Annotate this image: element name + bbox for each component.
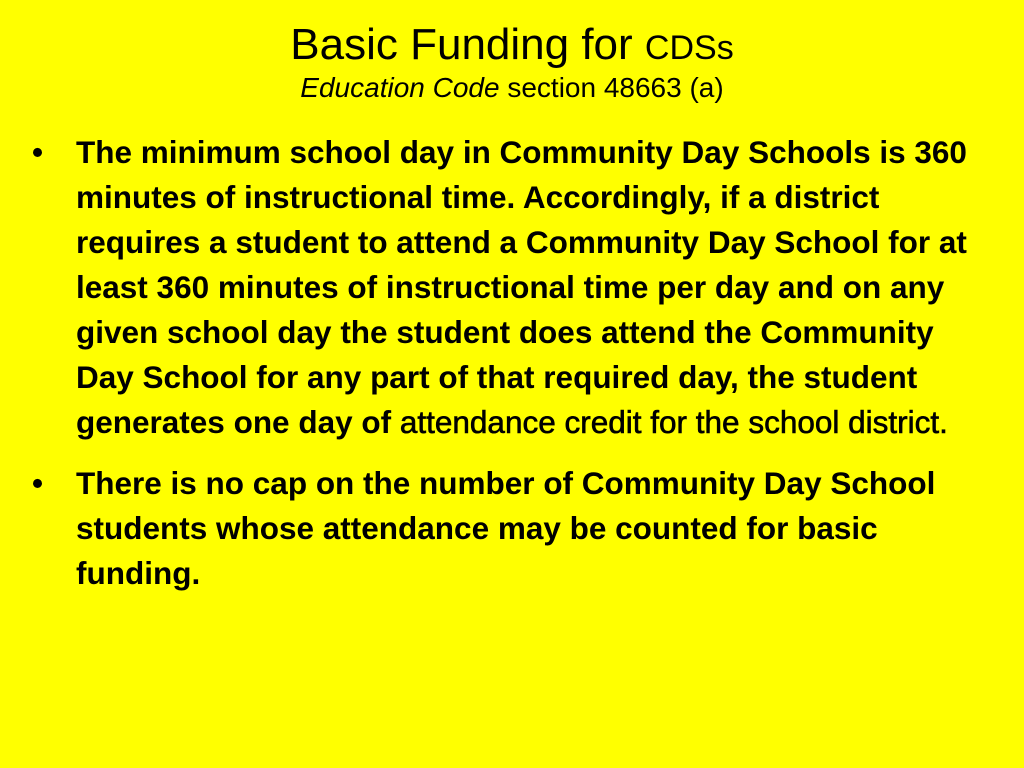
bullet-icon: • bbox=[32, 134, 44, 170]
title-acronym: CDSs bbox=[644, 29, 734, 67]
title-block bbox=[0, 20, 1024, 103]
bullet-icon: • bbox=[32, 465, 44, 501]
bullet-list bbox=[30, 130, 990, 596]
slide-subtitle bbox=[0, 73, 1024, 103]
bullet-text: The minimum school day in Community Day Schools is 360 minutes of instructional time. Accordingly, if a district requires a student to attend a Community Day School for at least 360 minutes of instructional time per day and on any given school day the student does attend the Community Day School for any part of that required day, the student generates one day of bbox=[76, 134, 967, 440]
bullet-item-no-cap bbox=[30, 461, 990, 596]
subtitle-section: section 48663 (a) bbox=[499, 72, 724, 103]
bullet-text: There is no cap on the number of Community Day School students whose attendance may be counted for basic funding. bbox=[76, 465, 936, 591]
bullet-item-minimum-day bbox=[30, 130, 990, 445]
bullet-text-end: attendance credit for the school district. bbox=[391, 404, 948, 440]
slide-title bbox=[0, 20, 1024, 73]
title-main: Basic Funding for bbox=[290, 20, 645, 69]
subtitle-code-name: Education Code bbox=[300, 72, 500, 103]
